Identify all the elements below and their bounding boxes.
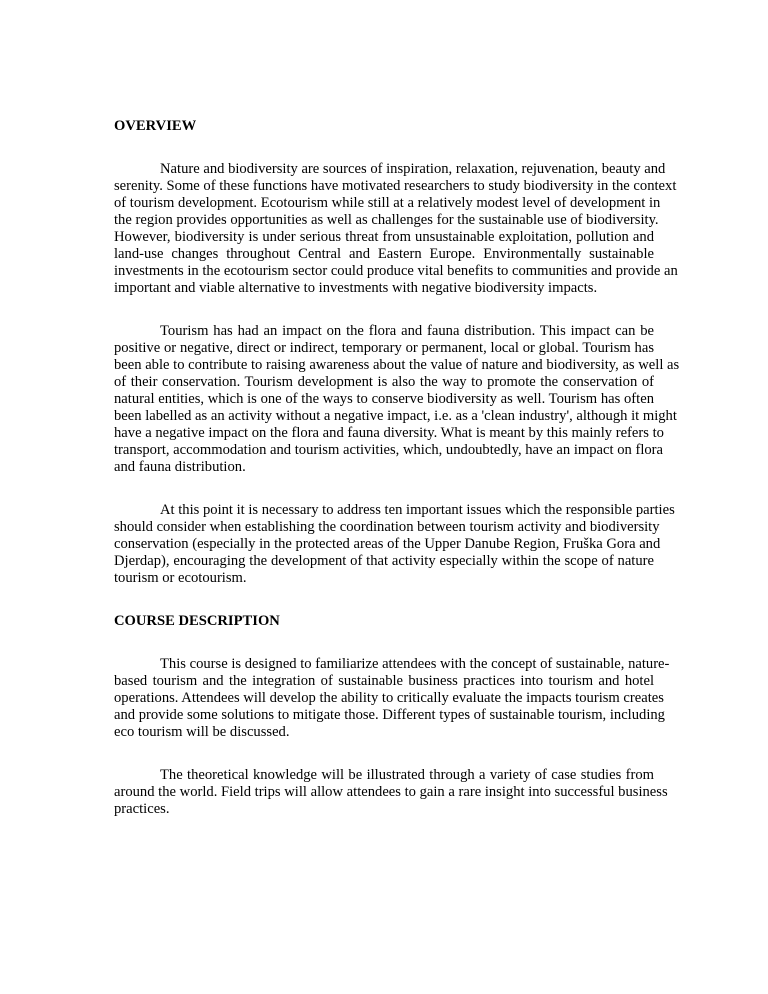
text-line: The theoretical knowledge will be illustrated through a variety of case studies from: [160, 767, 654, 783]
text-line: serenity. Some of these functions have motivated researchers to study biodiversity in the context: [114, 178, 677, 194]
text-line: At this point it is necessary to address ten important issues which the responsible parties: [160, 502, 675, 518]
text-line: been labelled as an activity without a negative impact, i.e. as a 'clean industry', although it might: [114, 408, 677, 424]
text-line: and fauna distribution.: [114, 459, 246, 475]
text-line: the region provides opportunities as well as challenges for the sustainable use of biodiversity.: [114, 212, 659, 228]
text-line: transport, accommodation and tourism activities, which, undoubtedly, have an impact on flora: [114, 442, 664, 458]
text-line: However, biodiversity is under serious threat from unsustainable exploitation, pollution and: [114, 229, 654, 245]
text-line: tourism or ecotourism.: [114, 570, 247, 586]
text-line: Djerdap), encouraging the development of that activity especially within the scope of nature: [114, 553, 654, 569]
text-line: This course is designed to familiarize attendees with the concept of sustainable, nature-: [160, 656, 670, 672]
text-line: have a negative impact on the flora and fauna diversity. What is meant by this mainly refers to: [114, 425, 664, 441]
text-line: been able to contribute to raising awareness about the value of nature and biodiversity, as well as: [114, 357, 680, 373]
paragraph: [114, 323, 680, 476]
text-line: of their conservation. Tourism development is also the way to promote the conservation of: [114, 374, 654, 390]
text-line: conservation (especially in the protected areas of the Upper Danube Region, Fruška Gora and: [114, 536, 661, 552]
document-body: [114, 118, 680, 818]
paragraph: [114, 767, 668, 818]
paragraph: [114, 656, 670, 741]
text-line: practices.: [114, 801, 170, 817]
text-line: Tourism has had an impact on the flora and fauna distribution. This impact can be: [160, 323, 654, 339]
text-line: investments in the ecotourism sector could produce vital benefits to communities and provide an: [114, 263, 678, 279]
text-line: should consider when establishing the coordination between tourism activity and biodiversity: [114, 519, 660, 535]
text-line: based tourism and the integration of sustainable business practices into tourism and hotel: [114, 673, 654, 689]
text-line: eco tourism will be discussed.: [114, 724, 290, 740]
text-line: of tourism development. Ecotourism while still at a relatively modest level of development in: [114, 195, 661, 211]
text-line: positive or negative, direct or indirect, temporary or permanent, local or global. Tourism has: [114, 340, 654, 356]
text-line: around the world. Field trips will allow attendees to gain a rare insight into successful business: [114, 784, 668, 800]
paragraph: [114, 502, 675, 587]
text-line: important and viable alternative to investments with negative biodiversity impacts.: [114, 280, 598, 296]
section-heading: OVERVIEW: [114, 118, 197, 134]
text-line: and provide some solutions to mitigate those. Different types of sustainable tourism, including: [114, 707, 665, 723]
text-line: natural entities, which is one of the ways to conserve biodiversity as well. Tourism has often: [114, 391, 654, 407]
text-line: Nature and biodiversity are sources of inspiration, relaxation, rejuvenation, beauty and: [160, 161, 666, 177]
text-line: operations. Attendees will develop the ability to critically evaluate the impacts tourism creates: [114, 690, 664, 706]
text-line: land-use changes throughout Central and Eastern Europe. Environmentally sustainable: [114, 246, 654, 262]
section-heading: COURSE DESCRIPTION: [114, 613, 280, 629]
paragraph: [114, 161, 678, 297]
